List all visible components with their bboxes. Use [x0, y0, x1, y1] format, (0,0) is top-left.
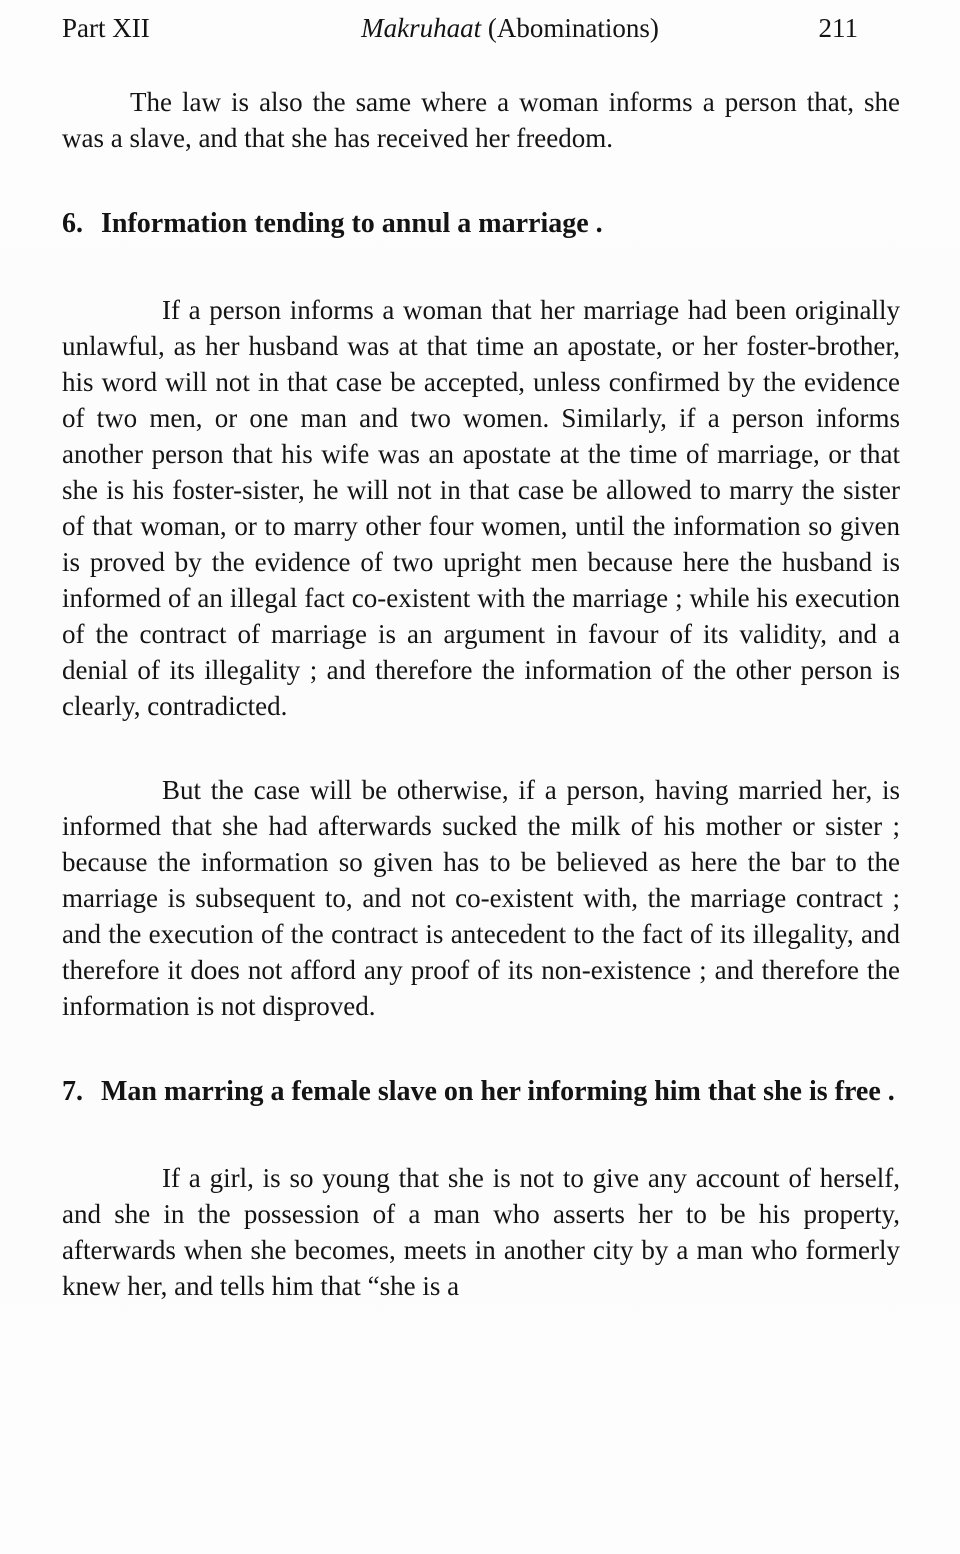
paragraph: But the case will be otherwise, if a person, having married her, is informed that she had afterwards sucked the milk of his mother or sister ; because the information so given has to be believed as here the bar to the marriage is subsequent to, and not co-existent with, the marriage contract ; and the execution of the contract is antecedent to the fact of its illegality, and therefore it does not afford any proof of its non-existence ; and therefore the information is not disproved.: [62, 775, 900, 1021]
chapter-title-italic: Makruhaat: [361, 13, 482, 43]
chapter-title: [222, 10, 738, 46]
paragraph: If a person informs a woman that her marriage had been originally unlawful, as her husband was at that time an apostate, or her foster-brother, his word will not in that case be accepted, unless confirmed by the evidence of two men, or one man and two women. Similarly, if a person informs another person that his wife was an apostate at the time of marriage, or that she is his foster-sister, he will not in that case be allowed to marry the sister of that woman, or to marry other four women, until the information so given is proved by the evidence of two upright men because here the husband is informed of an illegal fact co-existent with the marriage ; while his execution of the contract of marriage is an argument in favour of its validity, and a denial of its illegality ; and therefore the information of the other person is clearly, contradicted.: [62, 295, 900, 721]
paragraph: The law is also the same where a woman informs a person that, she was a slave, and that she has received her freedom.: [62, 87, 900, 153]
section-heading: [62, 1072, 900, 1112]
heading-number: 6.: [62, 208, 83, 239]
chapter-title-rest: (Abominations): [481, 13, 659, 43]
paragraph: If a girl, is so young that she is not to give any account of herself, and she in the possession of a man who asserts her to be his property, afterwards when she becomes, meets in another city by a man who formerly knew her, and tells him that “she is a: [62, 1163, 900, 1301]
part-label: Part XII: [62, 13, 150, 43]
section-heading: [62, 204, 900, 244]
page-header: [62, 10, 900, 46]
page-number: 211: [818, 13, 858, 43]
heading-text: Man marring a female slave on her informing him that she is free .: [101, 1076, 895, 1107]
heading-text: Information tending to annul a marriage .: [101, 208, 603, 239]
heading-number: 7.: [62, 1076, 83, 1107]
